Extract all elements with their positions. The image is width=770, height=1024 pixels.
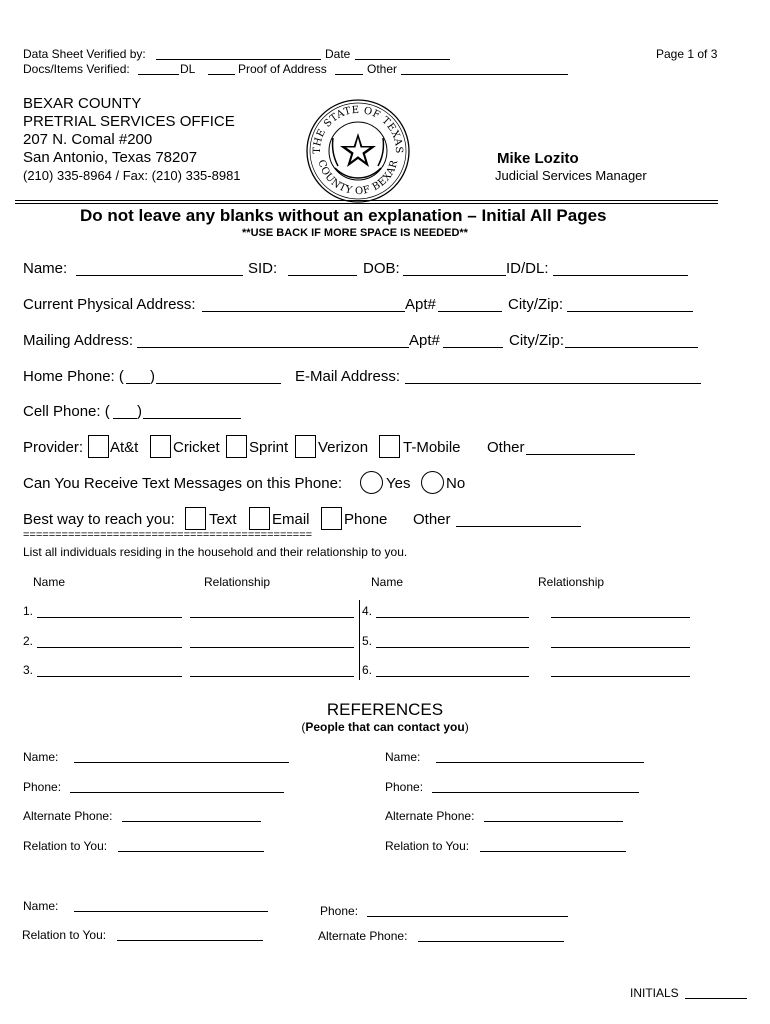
- household-name-6[interactable]: [376, 676, 529, 677]
- provider-att-checkbox[interactable]: [88, 435, 109, 458]
- initials-label: INITIALS: [630, 986, 679, 1000]
- home-phone-label: Home Phone: (: [23, 368, 124, 385]
- initials-field[interactable]: [685, 998, 747, 999]
- svg-text:THE STATE OF TEXAS: THE STATE OF TEXAS: [311, 104, 405, 154]
- current-address-field[interactable]: [202, 311, 405, 312]
- office-line-1: BEXAR COUNTY: [23, 95, 142, 112]
- household-rel-6[interactable]: [551, 676, 690, 677]
- best-way-other-field[interactable]: [456, 526, 581, 527]
- cell-phone-field[interactable]: [143, 418, 241, 419]
- page-title: Do not leave any blanks without an explanation – Initial All Pages: [80, 206, 607, 225]
- text-no-label: No: [446, 475, 466, 492]
- proof-label: Proof of Address: [238, 62, 327, 76]
- provider-tmobile-label: T-Mobile: [403, 439, 461, 456]
- cityzip-field-2[interactable]: [565, 347, 698, 348]
- household-rel-1[interactable]: [190, 617, 354, 618]
- apt-field-2[interactable]: [443, 347, 503, 348]
- provider-verizon-checkbox[interactable]: [295, 435, 316, 458]
- cityzip-label-2: City/Zip:: [509, 332, 565, 349]
- household-rel-4[interactable]: [551, 617, 690, 618]
- header-divider: [15, 200, 718, 201]
- household-row-num: 4.: [362, 604, 373, 618]
- ref3-relation-field[interactable]: [117, 940, 263, 941]
- ref3-alt-phone-field[interactable]: [418, 941, 564, 942]
- other-field-top[interactable]: [335, 74, 363, 75]
- cityzip-field-1[interactable]: [567, 311, 693, 312]
- household-name-3[interactable]: [37, 676, 182, 677]
- provider-other-field[interactable]: [526, 454, 635, 455]
- household-col-name-2: Name: [371, 575, 404, 589]
- household-column-divider: [359, 600, 360, 680]
- references-title: REFERENCES: [326, 700, 444, 719]
- best-way-text-checkbox[interactable]: [185, 507, 206, 530]
- household-rel-3[interactable]: [190, 676, 354, 677]
- provider-cricket-checkbox[interactable]: [150, 435, 171, 458]
- separator-line: =============================================: [23, 529, 313, 541]
- best-way-other-label: Other: [413, 511, 451, 528]
- email-label: E-Mail Address:: [295, 368, 401, 385]
- provider-label: Provider:: [23, 439, 84, 456]
- household-name-2[interactable]: [37, 647, 182, 648]
- household-instruction: List all individuals residing in the household and their relationship to you.: [23, 545, 408, 559]
- other-label-top: Other: [367, 62, 398, 76]
- current-address-label: Current Physical Address:: [23, 296, 196, 313]
- county-seal: [305, 98, 411, 204]
- dl-label: DL: [180, 62, 196, 76]
- provider-cricket-label: Cricket: [173, 439, 220, 456]
- provider-other-label: Other: [487, 439, 525, 456]
- mailing-address-field[interactable]: [137, 347, 409, 348]
- best-way-label: Best way to reach you:: [23, 511, 175, 528]
- ref2-phone-field[interactable]: [432, 792, 639, 793]
- page-number: Page 1 of 3: [656, 47, 718, 61]
- household-rel-5[interactable]: [551, 647, 690, 648]
- verified-by-field[interactable]: [156, 59, 321, 60]
- id-dl-field[interactable]: [553, 275, 688, 276]
- ref3-name-label: Name:: [23, 899, 59, 913]
- ref3-alt-phone-label: Alternate Phone:: [318, 929, 408, 943]
- proof-field[interactable]: [208, 74, 235, 75]
- office-line-2: PRETRIAL SERVICES OFFICE: [23, 113, 235, 130]
- provider-att-label: At&t: [110, 439, 139, 456]
- date-field[interactable]: [355, 59, 450, 60]
- best-way-email-label: Email: [272, 511, 310, 528]
- ref3-phone-label: Phone:: [320, 904, 359, 918]
- manager-name: Mike Lozito: [497, 150, 579, 167]
- household-name-5[interactable]: [376, 647, 529, 648]
- sid-label: SID:: [248, 260, 278, 277]
- ref3-name-field[interactable]: [74, 911, 268, 912]
- text-no-radio[interactable]: [421, 471, 444, 494]
- mailing-address-label: Mailing Address:: [23, 332, 134, 349]
- apt-label-2: Apt#: [409, 332, 440, 349]
- name-label: Name:: [23, 260, 68, 277]
- household-row-num: 1.: [23, 604, 34, 618]
- household-name-4[interactable]: [376, 617, 529, 618]
- ref1-phone-field[interactable]: [70, 792, 284, 793]
- household-row-num: 3.: [23, 663, 34, 677]
- dl-field[interactable]: [138, 74, 179, 75]
- sid-field[interactable]: [288, 275, 357, 276]
- date-label: Date: [325, 47, 351, 61]
- provider-verizon-label: Verizon: [318, 439, 369, 456]
- verified-by-label: Data Sheet Verified by:: [23, 47, 146, 61]
- ref2-relation-field[interactable]: [480, 851, 626, 852]
- household-rel-2[interactable]: [190, 647, 354, 648]
- provider-sprint-checkbox[interactable]: [226, 435, 247, 458]
- ref1-relation-label: Relation to You:: [23, 839, 108, 853]
- ref3-phone-field[interactable]: [367, 916, 568, 917]
- household-row-num: 5.: [362, 634, 373, 648]
- manager-title: Judicial Services Manager: [495, 168, 647, 183]
- household-row-num: 6.: [362, 663, 373, 677]
- office-line-5: (210) 335-8964 / Fax: (210) 335-8981: [23, 168, 241, 183]
- ref1-name-field[interactable]: [74, 762, 289, 763]
- ref1-phone-label: Phone:: [23, 780, 62, 794]
- household-col-relationship-1: Relationship: [204, 575, 271, 589]
- household-row-num: 2.: [23, 634, 34, 648]
- name-field[interactable]: [76, 275, 243, 276]
- best-way-text-label: Text: [209, 511, 237, 528]
- best-way-email-checkbox[interactable]: [249, 507, 270, 530]
- header-divider-2: [15, 203, 718, 204]
- home-phone-area-field[interactable]: [126, 383, 150, 384]
- email-field[interactable]: [405, 383, 701, 384]
- ref1-alt-phone-field[interactable]: [122, 821, 261, 822]
- ref3-relation-label: Relation to You:: [22, 928, 107, 942]
- provider-sprint-label: Sprint: [249, 439, 289, 456]
- provider-tmobile-checkbox[interactable]: [379, 435, 400, 458]
- ref2-phone-label: Phone:: [385, 780, 424, 794]
- ref2-name-label: Name:: [385, 750, 421, 764]
- ref1-name-label: Name:: [23, 750, 59, 764]
- ref2-alt-phone-label: Alternate Phone:: [385, 809, 475, 823]
- cityzip-label-1: City/Zip:: [508, 296, 564, 313]
- best-way-phone-checkbox[interactable]: [321, 507, 342, 530]
- office-line-4: San Antonio, Texas 78207: [23, 149, 198, 166]
- office-line-3: 207 N. Comal #200: [23, 131, 153, 148]
- text-yes-radio[interactable]: [360, 471, 383, 494]
- text-yes-label: Yes: [386, 475, 411, 492]
- page-subtitle: **USE BACK IF MORE SPACE IS NEEDED**: [242, 227, 468, 239]
- cell-phone-paren: ): [137, 403, 142, 420]
- ref1-relation-field[interactable]: [118, 851, 264, 852]
- apt-label-1: Apt#: [405, 296, 436, 313]
- best-way-phone-label: Phone: [344, 511, 388, 528]
- svg-text:COUNTY OF BEXAR: COUNTY OF BEXAR: [315, 158, 401, 198]
- apt-field-1[interactable]: [438, 311, 502, 312]
- ref2-name-field[interactable]: [436, 762, 644, 763]
- household-col-name-1: Name: [33, 575, 66, 589]
- home-phone-field[interactable]: [156, 383, 281, 384]
- cell-phone-area-field[interactable]: [113, 418, 137, 419]
- household-col-relationship-2: Relationship: [538, 575, 605, 589]
- text-messages-label: Can You Receive Text Messages on this Phone:: [23, 475, 343, 492]
- ref2-relation-label: Relation to You:: [385, 839, 470, 853]
- ref2-alt-phone-field[interactable]: [484, 821, 623, 822]
- other-text-field-top[interactable]: [401, 74, 568, 75]
- ref1-alt-phone-label: Alternate Phone:: [23, 809, 113, 823]
- dob-field[interactable]: [403, 275, 506, 276]
- id-dl-label: ID/DL:: [506, 260, 549, 277]
- references-subtitle: (People that can contact you): [301, 720, 469, 734]
- cell-phone-label: Cell Phone: (: [23, 403, 110, 420]
- dob-label: DOB:: [363, 260, 400, 277]
- household-name-1[interactable]: [37, 617, 182, 618]
- docs-verified-label: Docs/Items Verified:: [23, 62, 130, 76]
- home-phone-paren: ): [150, 368, 155, 385]
